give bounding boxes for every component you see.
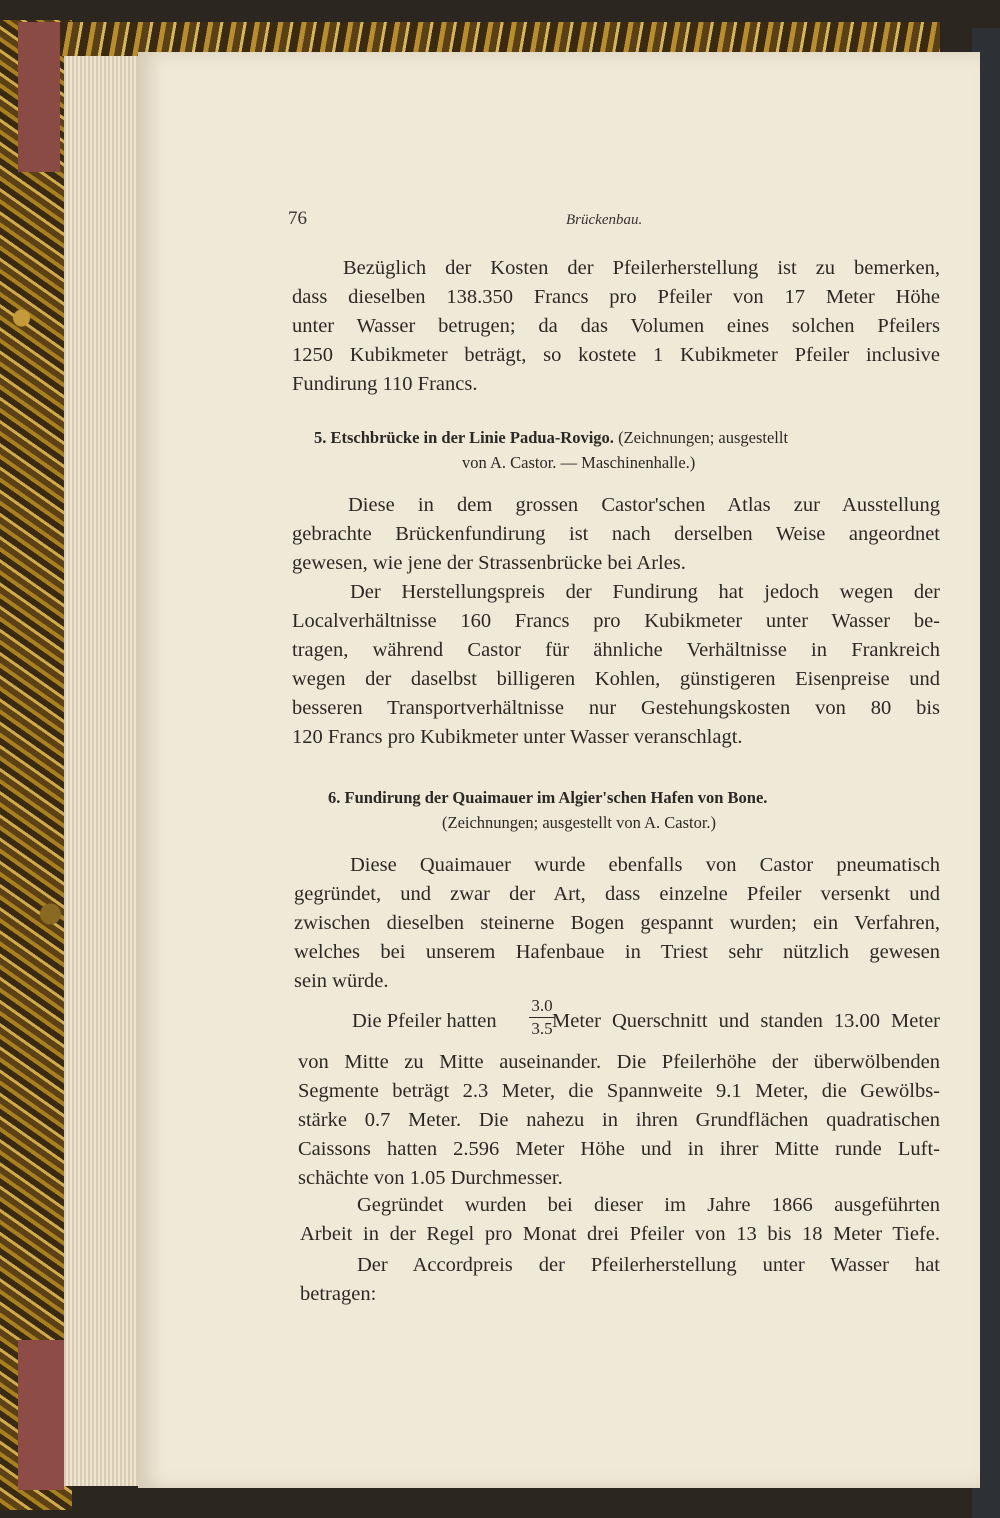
text-line: wegen der daselbst billigeren Kohlen, günstigeren Eisenpreise und [292,668,940,690]
leather-spine-bottom [18,1340,64,1490]
text-line: 1250 Kubikmeter beträgt, so kostete 1 Kubikmeter Pfeiler inclusive [292,344,940,366]
section-heading-5 [314,424,788,452]
leather-spine-top [18,22,60,172]
text-line: Gegründet wurden bei dieser im Jahre 1866 ausgeführten [357,1194,940,1216]
text-line: besseren Transportverhältnisse nur Gestehungskosten von 80 bis [292,697,940,719]
text-line: Der Accordpreis der Pfeilerherstellung unter Wasser hat [357,1254,940,1276]
section-heading-5-rest: (Zeichnungen; ausgestellt [618,428,789,447]
text-line: von Mitte zu Mitte auseinander. Die Pfeilerhöhe der überwölbenden [298,1051,940,1073]
text-line: Arbeit in der Regel pro Monat drei Pfeiler von 13 bis 18 Meter Tiefe. [300,1223,940,1245]
text-line: stärke 0.7 Meter. Die nahezu in ihren Grundflächen quadratischen [298,1109,940,1131]
page-number: 76 [288,208,307,229]
text-line: zwischen dieselben steinerne Bogen gespannt wurden; ein Verfahren, [294,912,940,934]
running-title: Brückenbau. [566,212,643,228]
text-line: unter Wasser betrugen; da das Volumen eines solchen Pfeilers [292,315,940,337]
text-line: dass dieselben 138.350 Francs pro Pfeiler von 17 Meter Höhe [292,286,940,308]
text-line: Der Herstellungspreis der Fundirung hat jedoch wegen der [350,581,940,603]
marbled-cover-top [60,22,940,56]
text-line: Diese in dem grossen Castor'schen Atlas zur Ausstellung [348,494,940,516]
text-line: Meter Querschnitt und standen 13.00 Meter [552,1010,940,1032]
text-line: gegründet, und zwar der Art, dass einzelne Pfeiler versenkt und [294,883,940,905]
text-line: Caissons hatten 2.596 Meter Höhe und in ihrer Mitte runde Luft- [298,1138,940,1160]
section-heading-6: 6. Fundirung der Quaimauer im Algier'schen Hafen von Bone. [328,788,768,807]
text-line: Bezüglich der Kosten der Pfeilerherstellung ist zu bemerken, [343,257,940,279]
text-line: Segmente beträgt 2.3 Meter, die Spannweite 9.1 Meter, die Gewölbs- [298,1080,940,1102]
section-heading-6-line2: (Zeichnungen; ausgestellt von A. Castor.) [442,813,717,832]
text-line: gewesen, wie jene der Strassenbrücke bei Arles. [292,552,686,574]
text-line: Diese Quaimauer wurde ebenfalls von Castor pneumatisch [350,854,940,876]
text-line: gebrachte Brückenfundirung ist nach derselben Weise angeordnet [292,523,940,545]
text-line: schächte von 1.05 Durchmesser. [298,1167,563,1189]
section-heading-5-title: 5. Etschbrücke in der Linie Padua-Rovigo. [314,428,614,447]
text-line: sein würde. [294,970,389,992]
marbled-cover-left [0,20,72,1510]
text-line: Die Pfeiler hatten [352,1010,497,1032]
text-line: Fundirung 110 Francs. [292,373,478,395]
text-line: 120 Francs pro Kubikmeter unter Wasser veranschlagt. [292,726,743,748]
fraction-numerator: 3.0 [531,996,553,1015]
fraction-denominator: 3.5 [531,1019,553,1038]
text-line: tragen, während Castor für ähnliche Verhältnisse in Frankreich [292,639,940,661]
text-line: welches bei unserem Hafenbaue in Triest sehr nützlich gewesen [294,941,940,963]
section-heading-5-line2: von A. Castor. — Maschinenhalle.) [462,453,696,472]
text-line: Localverhältnisse 160 Francs pro Kubikmeter unter Wasser be- [292,610,940,632]
text-line: betragen: [300,1283,377,1305]
